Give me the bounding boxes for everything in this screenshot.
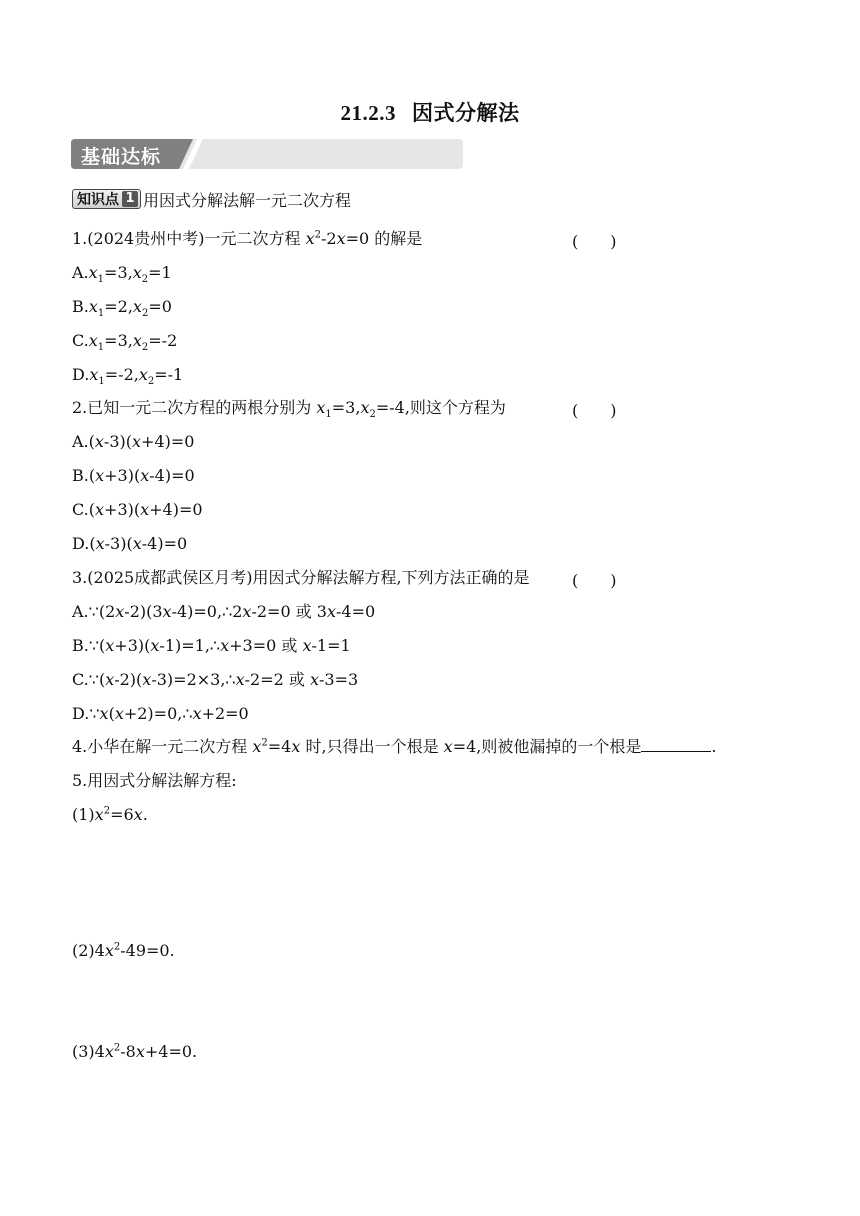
q1-option-b: $B.x_1=2,x_2=0$ bbox=[72, 297, 172, 320]
q1-option-a: $A.x_1=3,x_2=1$ bbox=[72, 263, 172, 286]
q3-option-d: D.∵x(x+2)=0,∴x+2=0 bbox=[72, 704, 249, 723]
section-title: 因式分解法 bbox=[412, 101, 520, 125]
q1-option-d: $D.x_1=-2,x_2=-1$ bbox=[72, 365, 184, 388]
badge-number: 1 bbox=[122, 191, 138, 207]
q3-stem: 3.(2025成都武侯区月考)用因式分解法解方程,下列方法正确的是 bbox=[72, 568, 530, 587]
q4-stem-text: 4.小华在解一元二次方程 bbox=[72, 737, 253, 756]
q2-stem: 2.已知一元二次方程的两根分别为 $x_1=3,x_2=-4$,则这个方程为 bbox=[72, 398, 506, 421]
section-banner bbox=[71, 139, 463, 169]
q4-stem-end: . bbox=[711, 737, 717, 756]
section-number: 21.2.3 bbox=[340, 101, 396, 125]
q1-answer-paren: ( ) bbox=[572, 232, 617, 251]
knowledge-point-label: 用因式分解法解一元二次方程 bbox=[143, 190, 352, 210]
q2-answer-paren: ( ) bbox=[572, 401, 617, 420]
page-title bbox=[0, 97, 860, 127]
knowledge-point-badge bbox=[72, 189, 141, 209]
q2-option-a: A.(x-3)(x+4)=0 bbox=[72, 432, 195, 451]
q4-answer-blank[interactable] bbox=[641, 737, 711, 752]
q4-stem-text-d: =4,则被他漏掉的一个根是 bbox=[452, 737, 642, 756]
q2-stem-text: 2.已知一元二次方程的两根分别为 bbox=[72, 398, 317, 417]
q2-option-c: C.(x+3)(x+4)=0 bbox=[72, 500, 203, 519]
q2-stem-text-c: =-4,则这个方程为 bbox=[375, 398, 506, 417]
badge-label: 知识点 bbox=[77, 192, 119, 208]
q1-option-c: $C.x_1=3,x_2=-2$ bbox=[72, 331, 178, 354]
q4-stem-text-b: =4 bbox=[267, 737, 292, 756]
q5-stem: 5.用因式分解法解方程: bbox=[72, 771, 237, 790]
banner-label: 基础达标 bbox=[81, 146, 162, 168]
q2-option-b: B.(x+3)(x-4)=0 bbox=[72, 466, 195, 485]
q4-stem-text-c: 时,只得出一个根是 bbox=[300, 737, 444, 756]
q2-option-d: D.(x-3)(x-4)=0 bbox=[72, 534, 188, 553]
q5-part-1: $(1)x^2=6x$. bbox=[72, 805, 148, 824]
q4-stem: 4.小华在解一元二次方程 $x^2=4x$ 时,只得出一个根是 x=4,则被他漏掉的一个根是 . bbox=[72, 737, 717, 756]
q2-stem-text-b: =3, bbox=[331, 398, 361, 417]
q1-stem-text-b: -2 bbox=[320, 229, 337, 248]
q1-stem-text: 1.(2024贵州中考)一元二次方程 bbox=[72, 229, 306, 248]
q3-option-c: C.∵(x-2)(x-3)=2×3,∴x-2=2 或 x-3=3 bbox=[72, 670, 359, 689]
knowledge-point-heading bbox=[72, 188, 351, 210]
q5-part-3: $(3)4x^2-8x+4=0$. bbox=[72, 1042, 198, 1061]
q5-part-2: $(2)4x^2-49=0$. bbox=[72, 941, 175, 960]
q1-stem-text-c: =0 的解是 bbox=[345, 229, 423, 248]
q3-option-a: A.∵(2x-2)(3x-4)=0,∴2x-2=0 或 3x-4=0 bbox=[72, 602, 376, 621]
q3-option-b: B.∵(x+3)(x-1)=1,∴x+3=0 或 x-1=1 bbox=[72, 636, 351, 655]
q1-stem: 1.(2024贵州中考)一元二次方程 $x^2-2x=0$ 的解是 bbox=[72, 229, 423, 248]
q3-answer-paren: ( ) bbox=[572, 571, 617, 590]
